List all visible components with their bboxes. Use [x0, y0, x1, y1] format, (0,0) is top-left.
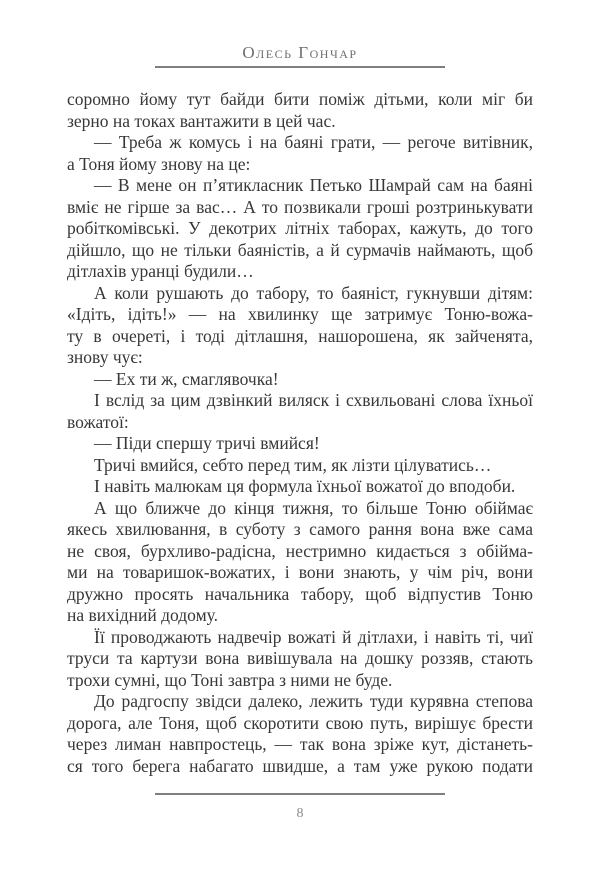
text-line: вожатої: [67, 411, 129, 432]
text-line: А коли рушають до табору, то баяніст, гукнувши дітям: [94, 282, 533, 303]
paragraph [67, 476, 533, 498]
text-line: вміє не гірше за вас… А то позвикали гроші розтринькувати [67, 196, 533, 217]
paragraph [67, 175, 533, 283]
paragraph [67, 627, 533, 692]
text-line: дітлахів уранці будили… [67, 261, 254, 281]
text-line: ту в очереті, і тоді дітлашня, нашорошена, як зайченята, [67, 325, 533, 346]
text-line: трохи сумні, що Тоні завтра з ними не буде. [67, 669, 393, 690]
header-rule [155, 66, 445, 68]
running-head-author: Олесь Гончар [242, 43, 358, 62]
paragraph [67, 89, 533, 132]
text-line: І навіть малюкам ця формула їхньої вожатої до вподоби. [94, 476, 516, 496]
paragraph [67, 498, 533, 627]
text-line: дружно просять начальника табору, щоб відпустив Тоню [67, 583, 533, 604]
text-line: — Треба ж комусь і на баяні грати, — регоче витівник, [94, 132, 533, 152]
text-line: соромно йому тут байди бити поміж дітьми, коли міг би [67, 89, 533, 109]
text-line: не своя, бурхливо-радісна, нестримно кидається з обійма- [67, 540, 533, 561]
paragraph [67, 283, 533, 369]
text-line: ми на товаришок-вожатих, і вони знають, у чім річ, вони [67, 562, 533, 582]
text-line: — Піди спершу тричі вмийся! [94, 433, 320, 453]
text-line: І вслід за цим дзвінкий виляск і схвильовані слова їхньої [94, 390, 533, 410]
text-line: Її проводжають надвечір вожаті й дітлахи, і навіть ті, чиї [94, 626, 533, 647]
paragraph [67, 433, 533, 455]
text-line: зерно на токах вантажити в цей час. [67, 110, 336, 131]
paragraph [67, 691, 533, 777]
page-number: 8 [296, 806, 304, 821]
text-line: якесь хвилювання, в суботу з самого рання вона вже сама [67, 519, 533, 539]
footer-rule [155, 793, 445, 795]
text-line: на вихідний додому. [67, 605, 219, 625]
text-line: робіткомівські. У декотрих літніх таборах, кажуть, до того [67, 218, 533, 238]
body-text [67, 89, 533, 777]
text-line: труси та картузи вона вивішувала на дошку роззяв, стають [67, 648, 533, 668]
text-line: До радгоспу звідси далеко, лежить туди курявна степова [94, 691, 533, 711]
paragraph [67, 369, 533, 391]
text-line: знову чує: [67, 347, 143, 367]
text-line: ся того берега набагато швидше, а там уже рукою подати [67, 755, 533, 776]
text-line: а Тоня йому знову на це: [67, 153, 251, 174]
text-line: дійшло, що не тільки баяністів, а й сурмачів наймають, щоб [67, 239, 533, 260]
text-line: А що ближче до кінця тижня, то більше Тоню обіймає [94, 497, 533, 518]
paragraph [67, 132, 533, 175]
text-line: — В мене он п’ятикласник Петько Шамрай сам на баяні [94, 175, 533, 195]
text-line: через лиман навпростець, — так вона зріже кут, дістанеть- [67, 734, 533, 754]
text-line: «Ідіть, ідіть!» — на хвилинку ще затримує Тоню-вожа- [67, 304, 533, 324]
paragraph [67, 455, 533, 477]
paragraph [67, 390, 533, 433]
text-line: Тричі вмийся, себто перед тим, як лізти цілуватись… [94, 454, 492, 475]
text-line: — Ех ти ж, смаглявочка! [94, 368, 279, 389]
text-line: дорога, але Тоня, щоб скоротити свою путь, вирішує брести [67, 712, 533, 733]
